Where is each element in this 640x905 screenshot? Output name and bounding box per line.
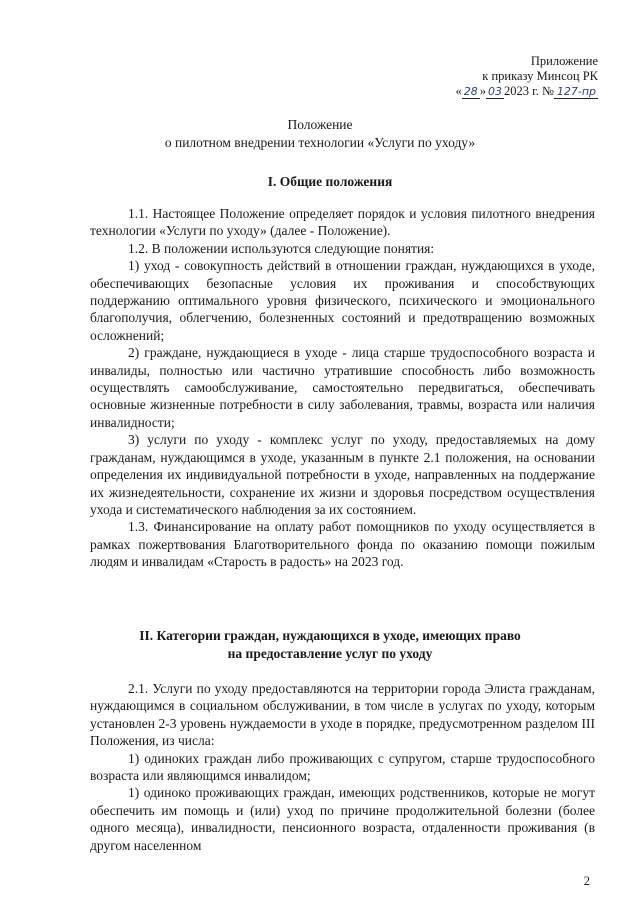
paragraph: 2.1. Услуги по уходу предоставляются на территории города Элиста гражданам, нуждающимся в социальном обслуживании, в том числе в услугах по уходу, которым установлен 2-3 уровень нуждаемости в уходе в порядке, предусмотренном разделом III Положения, из числа: [90, 681, 595, 749]
section-1-body [90, 205, 595, 571]
page-number: 2 [583, 874, 590, 888]
paragraph: 3) услуги по уходу - комплекс услуг по уходу, предоставляемых на дому гражданам, нуждающимся в уходе, указанным в пункте 2.1 положения, на основании определения их индивидуальной потребности в уходе, направленных на поддержание их жизнедеятельности, сохранение их жизни и здоровья посредством осуществления ухода и систематического наблюдения за их состоянием. [90, 432, 595, 517]
paragraph: 1) одиноко проживающих граждан, имеющих родственников, которые не могут обеспечить им помощь и (или) уход по причине продолжительной болезни (более одного месяца), инвалидности, пенсионного возраста, отдаленности проживания (в другом населенном [90, 785, 595, 853]
section-1-heading: I. Общие положения [267, 174, 393, 189]
paragraph: 2) граждане, нуждающиеся в уходе - лица старше трудоспособного возраста и инвалиды, полностью или частично утратившие способность либо возможность осуществлять самообслуживание, самостоятельно передвигаться, обеспечивать основные жизненные потребности в силу заболевания, травмы, возраста или наличия инвалидности; [90, 345, 595, 430]
handwritten-month: 03 [487, 85, 502, 98]
annex-title: Приложение [530, 54, 598, 68]
section-2-heading [60, 627, 600, 663]
section-2-body [90, 680, 595, 854]
paragraph: 1.1. Настоящее Положение определяет порядок и условия пилотного внедрения технологии «Услуги по уходу» (далее - Положение). [90, 206, 595, 239]
date-close-quote: » [479, 84, 486, 98]
annex-date-line [455, 84, 598, 99]
section-2-heading-line-1: II. Категории граждан, нуждающихся в уходе, имеющих право [139, 628, 521, 643]
section-2-heading-line-2: на предоставление услуг по уходу [227, 646, 433, 661]
annex-header [455, 54, 598, 99]
document-title [0, 116, 640, 152]
title-line-1: Положение [287, 117, 353, 132]
paragraph: 1.2. В положении используются следующие понятия: [128, 240, 435, 256]
title-line-2: о пилотном внедрении технологии «Услуги по уходу» [164, 135, 476, 150]
paragraph: 1) уход - совокупность действий в отношении граждан, нуждающихся в уходе, обеспечивающих безопасные условия их проживания и способствующих поддержанию оптимального уровня физического, психического и эмоционального благополучия, облегчению, болезненных состояний и предотвращению возможных осложнений; [90, 258, 595, 343]
date-open-quote: « [455, 84, 462, 98]
annex-order-ref: к приказу Минсоц РК [482, 69, 598, 83]
date-year-label: 2023 г. № [503, 84, 554, 98]
handwritten-day: 28 [463, 85, 478, 98]
paragraph: 1) одиноких граждан либо проживающих с супругом, старше трудоспособного возраста или являющимся инвалидом; [90, 750, 595, 784]
handwritten-order-number: 127-пр [554, 85, 598, 99]
paragraph: 1.3. Финансирование на оплату работ помощников по уходу осуществляется в рамках пожертвования Благотворительного фонда по оказанию помощи пожилым людям и инвалидам «Старость в радость» на 2023 год. [90, 519, 595, 570]
